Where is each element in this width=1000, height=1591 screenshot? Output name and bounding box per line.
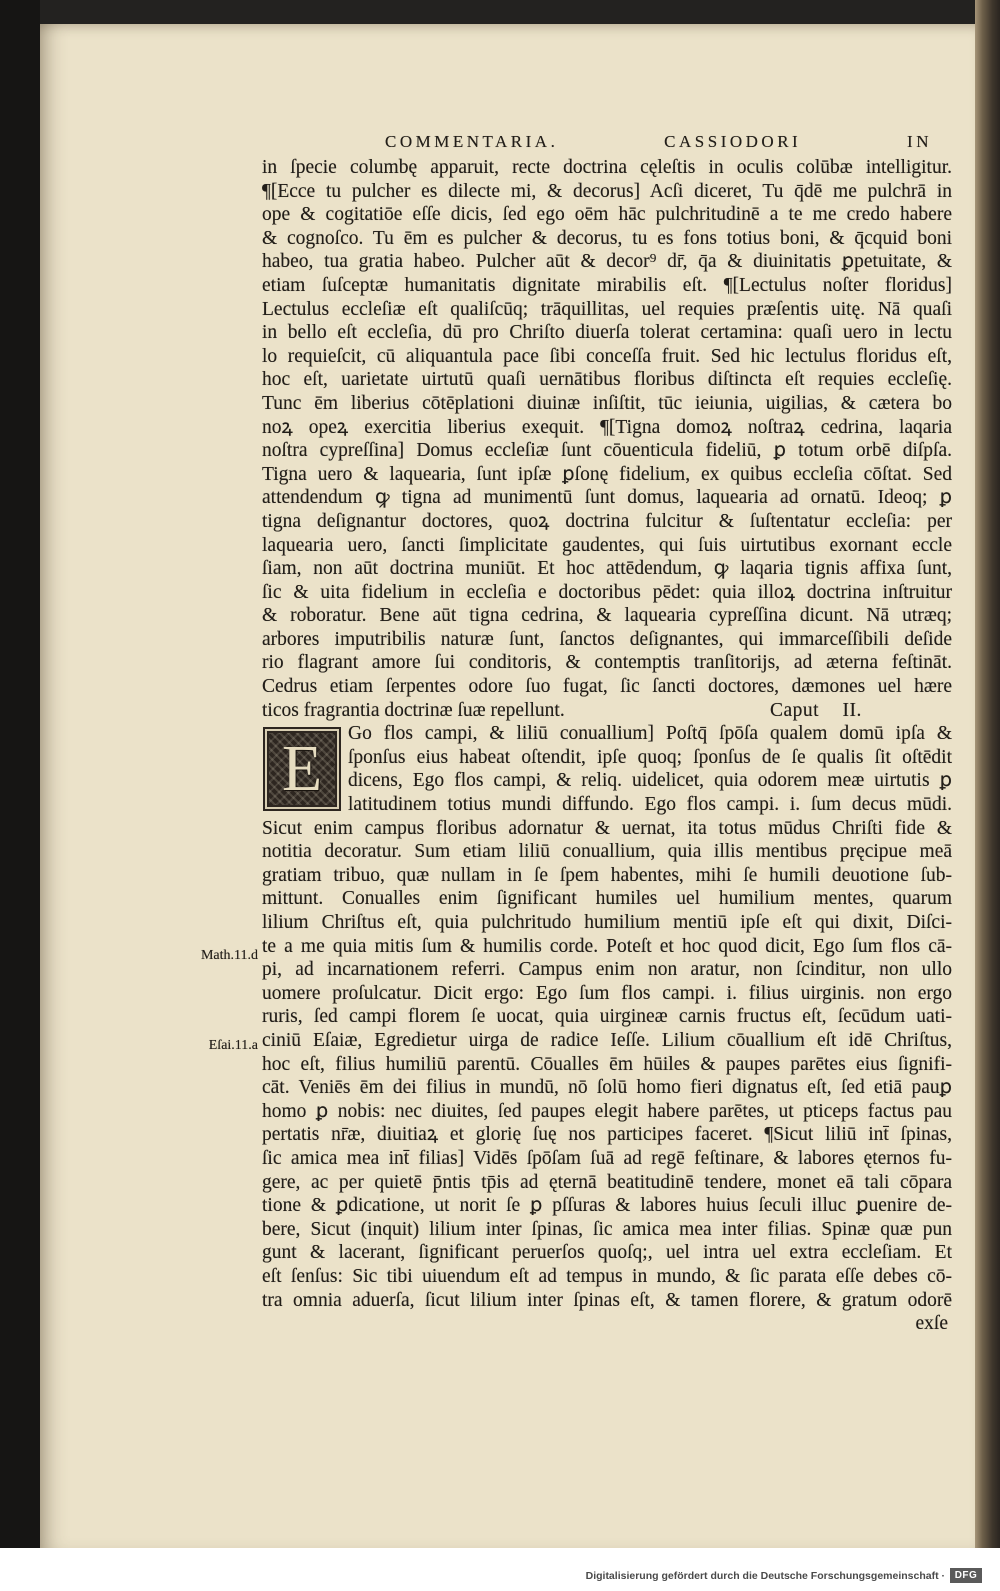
- book-edge: [975, 0, 1000, 1548]
- text-line: gratiam tribuo, quæ nullam in ſe ſpem habentes, mihi ſe humili deuotione ſub-: [262, 864, 952, 886]
- text-line: gere, ac per quietē p̄ntis tp̄is ad ęternā beatitudinē tendere, monet eā tali cōpara: [262, 1171, 952, 1193]
- text-line: homo ꝑ nobis: nec diuites, ſed paupes elegit habere parētes, ut pticeps factus pau: [262, 1100, 952, 1122]
- text-line: te a me quia mitis ſum & humilis corde. Poteſt et hoc quod dicit, Ego ſum flos cā-: [262, 935, 952, 957]
- ornamental-initial: [263, 727, 341, 811]
- text-line: ſic & uita fidelium in eccleſia e doctoribus pēdet: quia illoꝝ doctrina inſtruitur: [262, 581, 952, 603]
- text-line: Tigna uero & laquearia, ſunt ipſæ ꝑſonę fidelium, ex quibus eccleſia cōſtat. Sed: [262, 463, 952, 485]
- drop-cap-letter: E: [281, 732, 323, 805]
- scanner-border-left: [0, 0, 40, 1548]
- text-line: laquearia uero, ſancti ſimplicitate gaudentes, qui ſuis uirtutibus exornant eccle: [262, 534, 952, 556]
- text-line: tra omnia aduerſa, ſicut lilium inter ſpinas eſt, & tamen florere, & gratum odorē: [262, 1289, 952, 1311]
- text-line: pi, ad incarnationem referri. Campus enim non aratur, non ſcinditur, non ullo: [262, 959, 952, 981]
- text-line: uomere proſulcatur. Dicit ergo: Ego ſum flos campi. i. filius uirginis. non ergo: [262, 982, 952, 1004]
- text-line: bere, Sicut (inquit) lilium inter ſpinas, ſic amica mea inter filias. Spinæ quæ pun: [262, 1218, 952, 1240]
- text-line: mittunt. Conualles enim ſignificant humiles uel humilium mentes, quarum: [262, 888, 952, 910]
- catchword: exſe: [915, 1313, 948, 1335]
- text-line: ciniū Eſaiæ, Egredietur uirga de radice Ieſſe. Lilium cōuallium eſt idē Chriſtus,: [262, 1029, 952, 1051]
- text-line: arbores imputribilis naturæ ſunt, ſanctos deſignantes, qui immarceſſibili deſide: [262, 628, 952, 650]
- text-line: ruris, ſed campi florem ſe uocat, quia uirgineæ carnis fructus eſt, ſecūdum uati-: [262, 1006, 952, 1028]
- text-line: hoc eſt, filius humiliū parentū. Cōualles ēm hūiles & paupes parētes eius ſignifi-: [262, 1053, 952, 1075]
- text-line-end: ticos fragrantia doctrinæ ſuæ repellunt.: [262, 699, 565, 721]
- text-line: in bello eſt eccleſia, dū pro Chriſto diuerſa tolerat certamina: quaſi uero in lectu: [262, 322, 952, 344]
- text-line: Lectulus eccleſiæ eſt qualiſcūq; trāquillitas, uel requies præſentis uitę. Nā quaſi: [262, 298, 952, 320]
- text-line: ſic amica mea int̄ filias] Vidēs ſpōſam ſuā ad regē feſtinare, & labores ęternos fu-: [262, 1147, 952, 1169]
- text-line: gunt & lacerant, ſignificant peruerſos quoſq;, uel intra uel extra eccleſiam. Et: [262, 1242, 952, 1264]
- text-line: noꝝ opeꝝ exercitia liberius exequit. ¶[Tigna domoꝝ noſtraꝝ cedrina, laqaria: [262, 416, 952, 438]
- text-line: Cedrus etiam ſerpentes odore ſuo fugat, ſic ſancti doctores, dæmones uel hære: [262, 676, 952, 698]
- text-line: ſponſus eius habeat oſtendit, ipſe quoq; ſponſus de ſe qualis ſit oſtēdit: [348, 746, 952, 768]
- text-line: ¶[Ecce tu pulcher es dilecte mi, & decorus] Acſi diceret, Tu q̄dē me pulchrā in: [262, 180, 952, 202]
- running-head: COMMENTARIA. CASSIODORI IN: [385, 132, 932, 151]
- marginal-note: Eſai.11.a: [208, 1038, 258, 1053]
- text-line: Tunc ēm liberius cōtēplationi diuinæ inſiſtit, tūc ieiunia, uigilias, & cætera bo: [262, 392, 952, 414]
- text-line: pertatis nr̄æ, diuitiaꝝ et glorię ſuę nos participes faceret. ¶Sicut liliū int̄ ſpinas,: [262, 1124, 952, 1146]
- text-line: habeo, tua gratia habeo. Pulcher aūt & decor⁹ dr̄, q̄a & diuinitatis ꝑpetuitate, &: [262, 251, 952, 273]
- text-line: etiam ſuſceptæ humanitatis dignitate mirabilis eſt. ¶[Lectulus noſter floridus]: [262, 274, 952, 296]
- text-line: tigna deſignantur doctores, quoꝝ doctrina fulcitur & ſuſtentatur eccleſia: per: [262, 510, 952, 532]
- text-line: & cognoſco. Tu ēm es pulcher & decorus, tu es fons totius boni, & q̄cquid boni: [262, 227, 952, 249]
- text-line: Go flos campi, & liliū conuallium] Poſtq̄ ſpōſa qualem domū ipſa &: [348, 723, 952, 745]
- text-line: notitia decoratur. Sum etiam liliū conuallium, quia illis mentibus pręcipue meā: [262, 841, 952, 863]
- main-text-block: [262, 156, 952, 1336]
- text-line: cāt. Veniēs ēm dei filius in mundū, nō ſolū homo fieri dignatus eſt, ſed etiā pauꝑ: [262, 1077, 952, 1099]
- text-line: hoc eſt, uarietate uirtutū quaſi uernātibus floribus diſtincta eſt requies eccleſię.: [262, 369, 952, 391]
- footer-credit: Digitalisierung gefördert durch die Deutsche Forschungsgemeinschaft ·: [585, 1570, 945, 1582]
- text-line: ſiam, non aūt doctrina muniūt. Et hoc attēdendum, ꝙ laqaria tignis affixa ſunt,: [262, 558, 952, 580]
- text-line: noſtra cypreſſina] Domus eccleſiæ ſunt cōuenticula fideliū, ꝑ totum orbē diſpſa.: [262, 440, 952, 462]
- dfg-logo: DFG: [950, 1568, 982, 1583]
- text-line-with-heading: [262, 699, 952, 723]
- text-line: eſt ſenſus: Sic tibi uiuendum eſt ad tempus in mundo, & ſic parata eſſe debes cō-: [262, 1265, 952, 1287]
- scanner-border-top: [0, 0, 1000, 24]
- text-line: in ſpecie columbę apparuit, recte doctrina cęleſtis in oculis colūbæ intelligitur.: [262, 157, 952, 178]
- chapter-heading: Caput II.: [770, 699, 862, 721]
- text-line: attendendum ꝙ tigna ad munimentū ſunt domus, laquearia ad ornatū. Ideoq; ꝑ: [262, 487, 952, 509]
- text-line: ope & cogitatiōe eſſe dicis, ſed ego oēm hāc pulchritudinē a te me credo habere: [262, 204, 952, 226]
- text-line: Sicut enim campus floribus adornatur & uernat, ita totus mūdus Chriſti fide &: [262, 817, 952, 839]
- text-line: lo requieſcit, cū aliquantula pace ſibi conceſſa fruit. Sed hic lectulus floridus eſt,: [262, 345, 952, 367]
- text-line: tione & ꝑdicatione, ut norit ſe ꝑ pſſuras & labores huius ſeculi illuc ꝑuenire de-: [262, 1195, 952, 1217]
- marginal-note: Math.11.d: [200, 948, 258, 963]
- text-line: & roboratur. Bene aūt tigna cedrina, & laquearia cypreſſina dicunt. Nā utræq;: [262, 605, 952, 627]
- text-line: rio flagrant amore ſui conditoris, & contemptis tranſitorijs, ad æterna feſtināt.: [262, 652, 952, 674]
- text-line: lilium Chriſtus eſt, quia pulchritudo humilium mentiū ipſe eſt qui dixit, Diſci-: [262, 912, 952, 933]
- text-line: dicens, Ego flos campi, & reliq. uidelicet, quia odorem meæ uirtutis ꝑ: [348, 770, 952, 792]
- text-line: latitudinem totius mundi diffundo. Ego flos campi. i. ſum decus mūdi.: [348, 794, 952, 816]
